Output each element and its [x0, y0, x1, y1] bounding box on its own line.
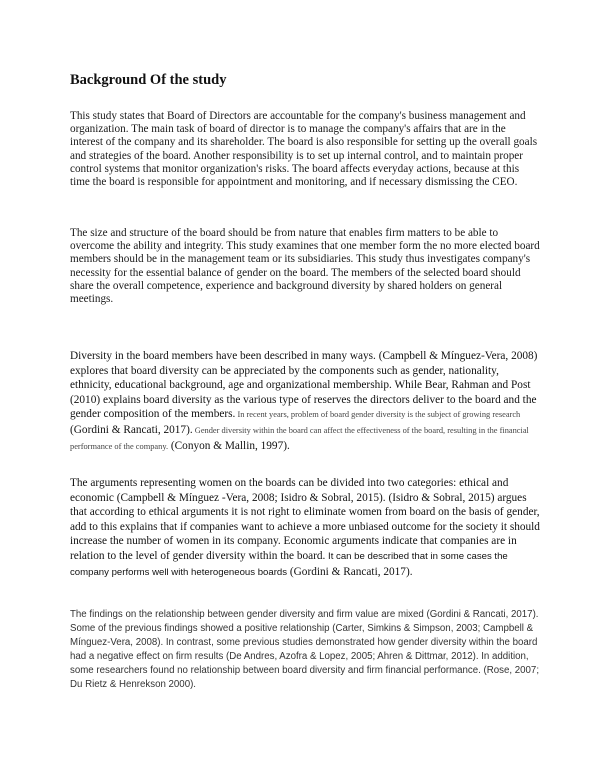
paragraph-board-accountability: This study states that Board of Directors are accountable for the company's business management and organization. The main task of board of director is to manage the company's affairs that are in the interest of the company and its shareholder. The board is also responsible for setting up the overall goals and strategies of the board. Another responsibility is to set up internal control, and to maintain proper control systems that monitor organization's risks. The board affects everyday actions, because at this time the board is responsible for appointment and monitoring, and if necessary dismissing the CEO.	[70, 110, 538, 189]
women-main-text: The arguments representing women on the boards can be divided into two categories: ethical and economic (Campbell & Mínguez -Vera, 2008; Isidro & Sobral, 2015). (Isidro & Sobral, 2015) argues that according to ethical arguments it is not right to eliminate women from board on the basis of gender, add to this explains that if companies want to achieve a more unbiased outcome for the society it should increase the number of women in its company. Economic arguments indicate that companies are in relation to the level of gender diversity within the board.	[70, 477, 540, 562]
women-sans-text: It can be described that in some cases the company performs well with heterogeneous boards	[70, 550, 508, 578]
diversity-small-text-2: Gender diversity within the board can affect the effectiveness of the board, resulting in the financial performance of the company.	[70, 425, 529, 451]
diversity-citation-1: (Gordini & Rancati, 2017).	[70, 423, 193, 436]
paragraph-board-size-structure: The size and structure of the board should be from nature that enables firm matters to be able to overcome the ability and integrity. This study examines that one member form the no more elected board members should be in the management team or its subsidiaries. This study thus investigates company's necessity for the essential balance of gender on the board. The members of the selected board should share the overall competence, experience and background diversity by shared holders on general meetings.	[70, 227, 540, 306]
diversity-small-text-1: In recent years, problem of board gender diversity is the subject of growing research	[235, 410, 521, 420]
section-heading: Background Of the study	[70, 72, 227, 88]
women-citation: (Gordini & Rancati, 2017).	[287, 565, 413, 578]
paragraph-findings: The findings on the relationship between gender diversity and firm value are mixed (Gordini & Rancati, 2017). Some of the previous findings showed a positive relationship (Carter, Simkins & Simpson, 2003; Campbell & Mínguez-Vera, 2008). In contrast, some previous studies demonstrated how gender diversity within the board had a negative effect on firm results (De Andres, Azofra & Lopez, 2005; Ahren & Dittmar, 2012). In addition, some researchers found no relationship between board diversity and firm financial performance. (Rose, 2007; Du Rietz & Henrekson 2000).	[70, 609, 540, 691]
diversity-main-text: Diversity in the board members have been described in many ways. (Campbell & Mínguez-Vera, 2008) explores that board diversity can be appreciated by the components such as gender, nationality, ethnicity, educational background, age and organizational membership. While Bear, Rahman and Post (2010) explains board diversity as the various type of reserves the directors deliver to the board and the gender composition of the members.	[70, 350, 538, 421]
paragraph-women-on-boards	[70, 476, 540, 580]
paragraph-board-diversity	[70, 349, 540, 454]
diversity-citation-2: (Conyon & Mallin, 1997).	[168, 439, 290, 452]
